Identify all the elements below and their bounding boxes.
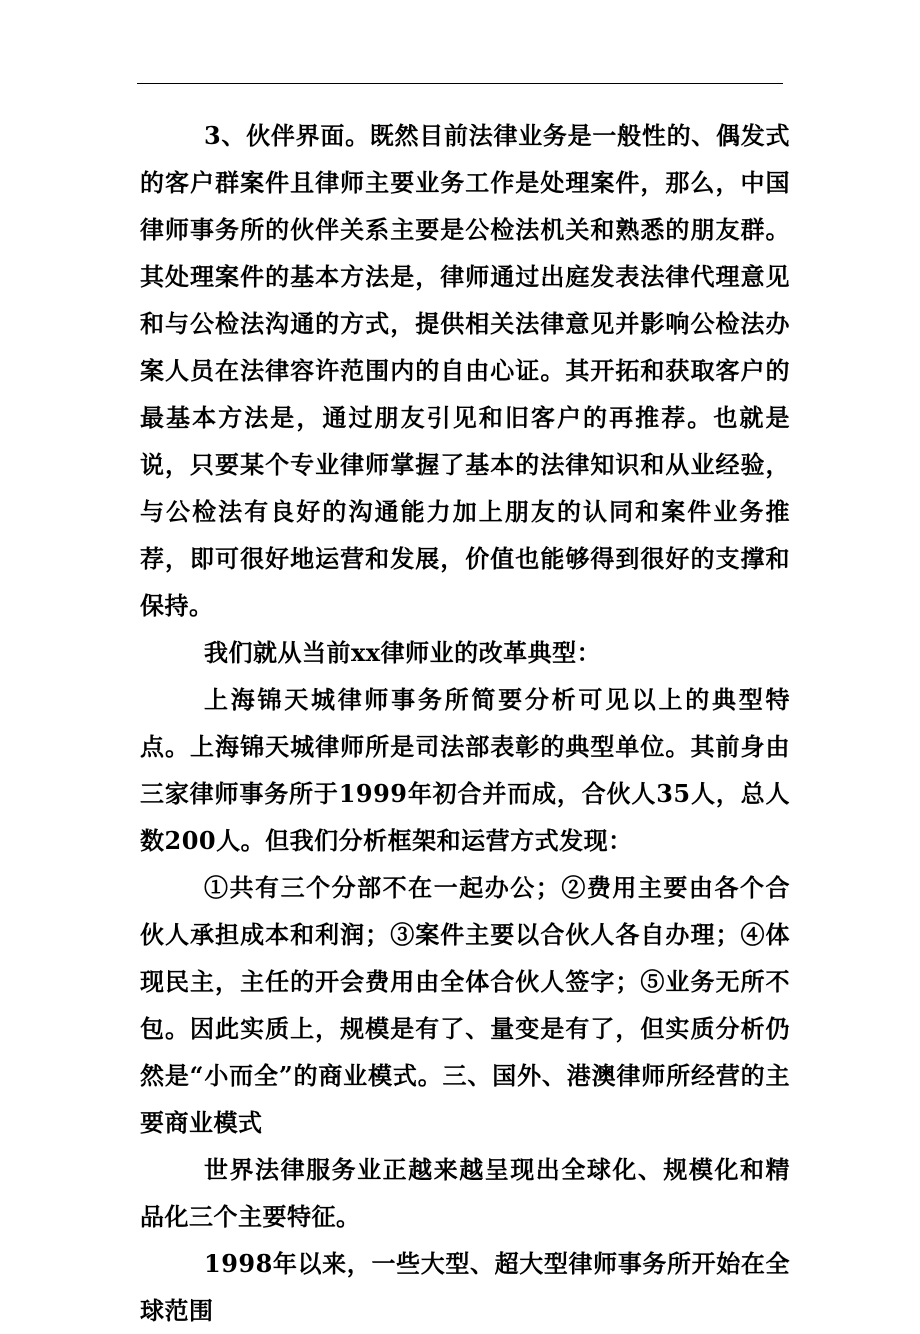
document-body xyxy=(140,112,790,1334)
paragraph-allbright-features: ①共有三个分部不在一起办公；②费用主要由各个合伙人承担成本和利润；③案件主要以合伙人各自办理；④体现民主，主任的开会费用由全体合伙人签字；⑤业务无所不包。因此实质上，规模是有了、量变是有了，但实质分析仍然是“小而全”的商业模式。三、国外、港澳律师所经营的主要商业模式 xyxy=(140,873,790,1137)
paragraph-allbright-analysis: 上海锦天城律师事务所简要分析可见以上的典型特点。上海锦天城律师所是司法部表彰的典型单位。其前身由三家律师事务所于1999年初合并而成，合伙人35人，总人数200人。但我们分析框架和运营方式发现： xyxy=(140,685,790,855)
paragraph-since-1998: 1998年以来，一些大型、超大型律师事务所开始在全球范围 xyxy=(140,1249,790,1325)
paragraph-world-legal-services: 世界法律服务业正越来越呈现出全球化、规模化和精品化三个主要特征。 xyxy=(140,1155,790,1231)
paragraph-reform-intro: 我们就从当前xx律师业的改革典型： xyxy=(204,638,602,667)
paragraph-partner-interface: 3、伙伴界面。既然目前法律业务是一般性的、偶发式的客户群案件且律师主要业务工作是处理案件，那么，中国律师事务所的伙伴关系主要是公检法机关和熟悉的朋友群。其处理案件的基本方法是，律师通过出庭发表法律代理意见和与公检法沟通的方式，提供相关法律意见并影响公检法办案人员在法律容许范围内的自由心证。其开拓和获取客户的最基本方法是，通过朋友引见和旧客户的再推荐。也就是说，只要某个专业律师掌握了基本的法律知识和从业经验，与公检法有良好的沟通能力加上朋友的认同和案件业务推荐，即可很好地运营和发展，价值也能够得到很好的支撑和保持。 xyxy=(140,121,790,620)
header-rule xyxy=(137,83,783,84)
